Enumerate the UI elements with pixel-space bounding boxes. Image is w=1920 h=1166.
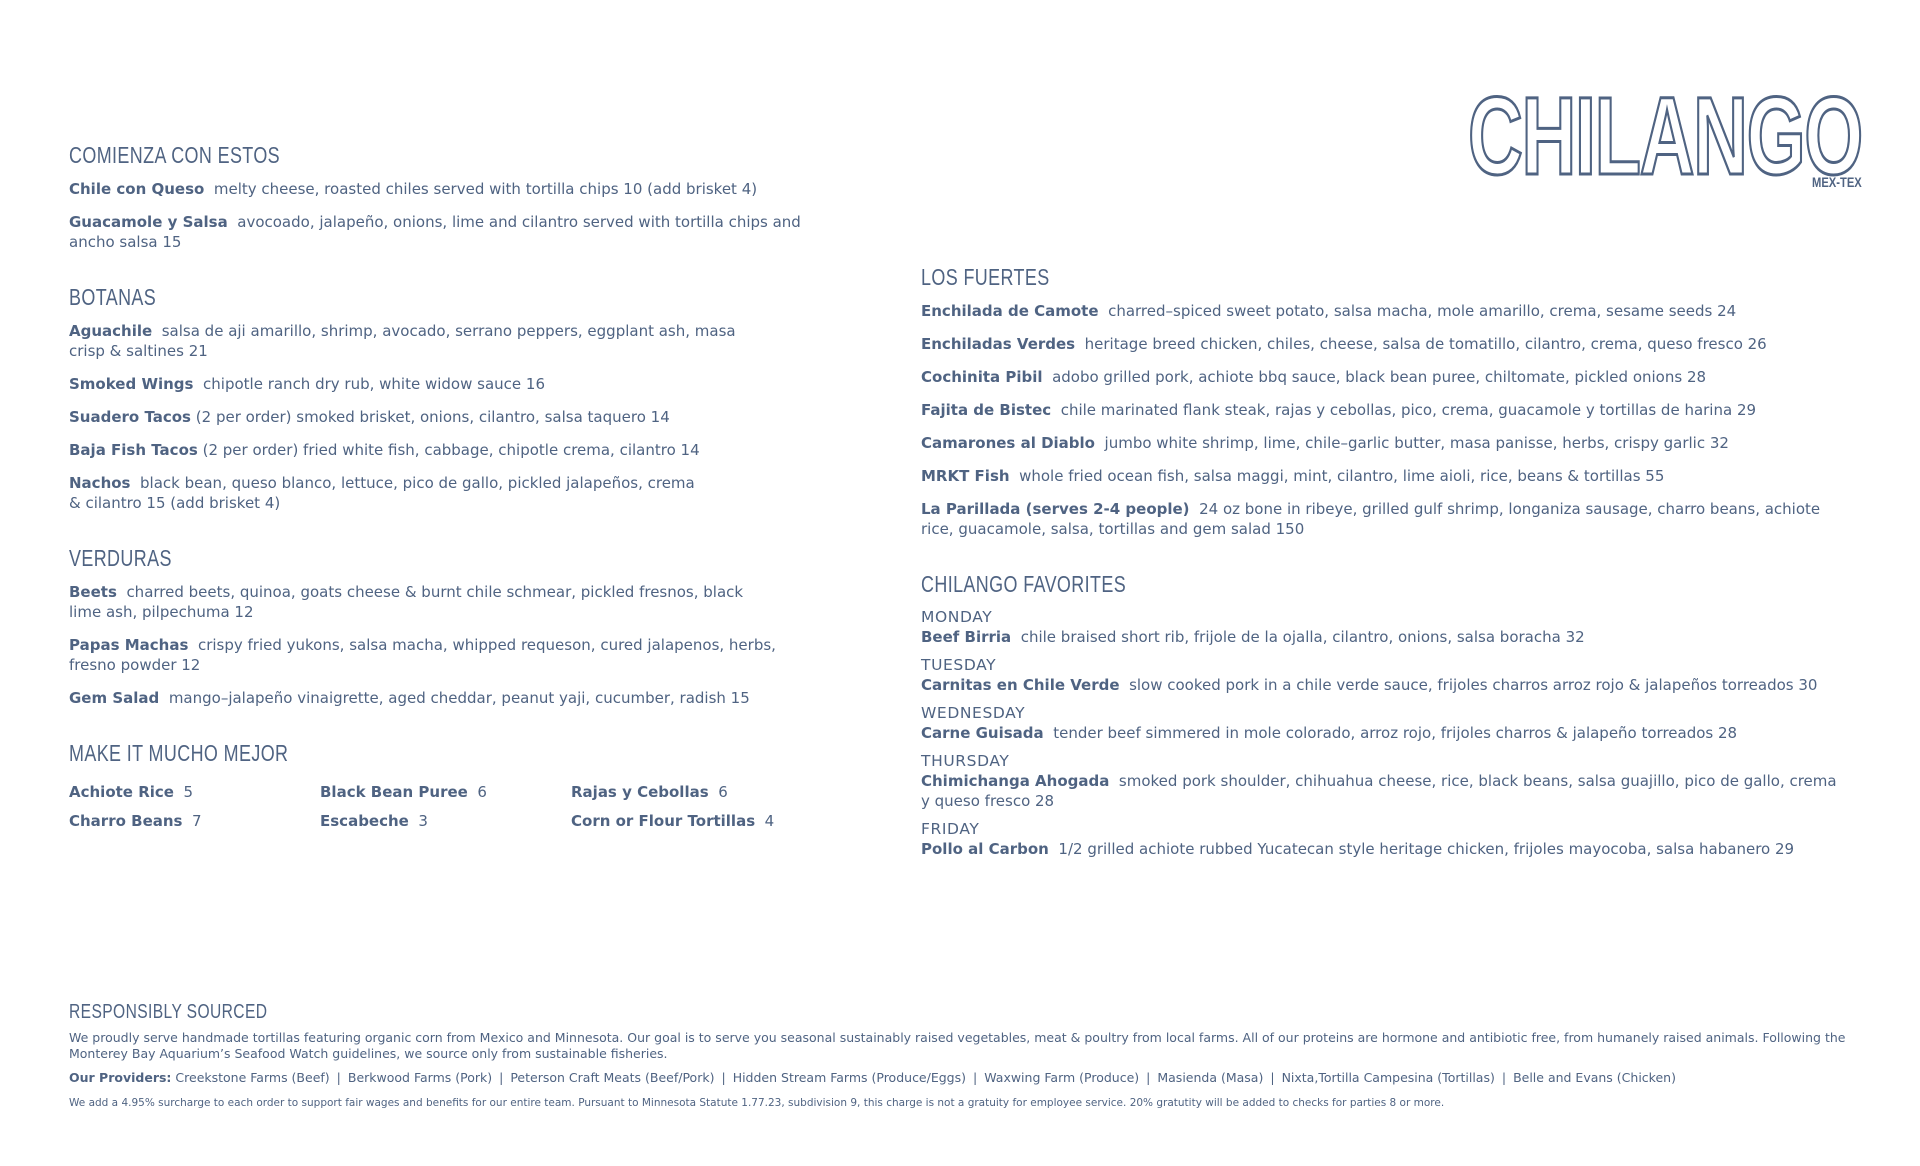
item-name: Papas Machas — [69, 636, 189, 654]
item-name: Enchilada de Camote — [921, 302, 1099, 320]
item-name: Cochinita Pibil — [921, 368, 1043, 386]
item-desc: mango–jalapeño vinaigrette, aged cheddar, peanut yaji, cucumber, radish 15 — [168, 689, 750, 707]
section-favorites — [921, 569, 1871, 859]
favorite-item — [921, 675, 1871, 695]
item-name: Gem Salad — [69, 689, 160, 707]
item-desc: smoked pork shoulder, chihuahua cheese, rice, black beans, salsa guajillo, pico de gallo, crema y queso fresco 28 — [921, 772, 1837, 810]
menu-item — [921, 334, 1871, 354]
item-name: Beets — [69, 583, 117, 601]
provider-item: Masienda (Masa) — [1157, 1070, 1264, 1085]
item-name: Carne Guisada — [921, 724, 1044, 742]
menu-item — [69, 473, 709, 513]
provider-separator: | — [336, 1070, 341, 1085]
section-botanas — [69, 282, 829, 513]
menu-item — [921, 367, 1871, 387]
item-name: Guacamole y Salsa — [69, 213, 228, 231]
side-name: Rajas y Cebollas — [571, 783, 709, 801]
provider-item: Waxwing Farm (Produce) — [984, 1070, 1140, 1085]
menu-item — [69, 635, 789, 675]
menu-item — [69, 212, 829, 252]
section-comienza — [69, 140, 829, 252]
item-name: Aguachile — [69, 322, 153, 340]
providers-label: Our Providers: — [69, 1070, 172, 1085]
menu-item — [921, 433, 1871, 453]
menu-item — [69, 179, 829, 199]
side-price: 3 — [418, 812, 428, 830]
provider-separator: | — [1146, 1070, 1151, 1085]
menu-item — [69, 321, 749, 361]
item-desc: melty cheese, roasted chiles served with tortilla chips 10 (add brisket 4) — [213, 180, 758, 198]
chilango-logo — [1466, 78, 1864, 196]
provider-item: Berkwood Farms (Pork) — [347, 1070, 493, 1085]
item-desc: jumbo white shrimp, lime, chile–garlic butter, masa panisse, herbs, crispy garlic 32 — [1104, 434, 1729, 452]
sourcing-text: We proudly serve handmade tortillas featuring organic corn from Mexico and Minnesota. Our goal is to serve you seasonal sustainably raised vegetables, meat & poultry from local farms. All of our proteins are hormone and antibiotic free, from humanely raised animals. Following the Monterey Bay Aquarium’s Seafood Watch guidelines, we source only from sustainable fisheries. — [69, 1030, 1846, 1061]
side-name: Corn or Flour Tortillas — [571, 812, 756, 830]
provider-item: Belle and Evans (Chicken) — [1513, 1070, 1676, 1085]
side-item — [571, 782, 822, 802]
item-desc: (2 per order) fried white fish, cabbage, chipotle crema, cilantro 14 — [202, 441, 700, 459]
favorite-item — [921, 723, 1871, 743]
item-desc: chile braised short rib, frijole de la ojalla, cilantro, onions, salsa boracha 32 — [1020, 628, 1585, 646]
item-desc: charred–spiced sweet potato, salsa macha, mole amarillo, crema, sesame seeds 24 — [1108, 302, 1737, 320]
item-desc: 1/2 grilled achiote rubbed Yucatecan style heritage chicken, frijoles mayocoba, salsa habanero 29 — [1058, 840, 1795, 858]
section-mejor — [69, 738, 829, 831]
provider-separator: | — [973, 1070, 978, 1085]
item-name: Fajita de Bistec — [921, 401, 1052, 419]
provider-separator: | — [1270, 1070, 1275, 1085]
item-name: La Parillada (serves 2-4 people) — [921, 500, 1190, 518]
provider-item: Creekstone Farms (Beef) — [175, 1070, 330, 1085]
favorite-item — [921, 771, 1841, 811]
day-label: TUESDAY — [921, 656, 997, 674]
section-verduras — [69, 543, 829, 708]
footer — [69, 1000, 1869, 1110]
item-desc: whole fried ocean fish, salsa maggi, mint, cilantro, lime aioli, rice, beans & tortillas 55 — [1019, 467, 1665, 485]
provider-item: Nixta,Tortilla Campesina (Tortillas) — [1281, 1070, 1495, 1085]
footer-title: RESPONSIBLY SOURCED — [69, 1001, 268, 1023]
provider-separator: | — [499, 1070, 504, 1085]
section-title: CHILANGO FAVORITES — [921, 571, 1127, 597]
item-name: Carnitas en Chile Verde — [921, 676, 1120, 694]
item-desc: adobo grilled pork, achiote bbq sauce, black bean puree, chiltomate, pickled onions 28 — [1052, 368, 1707, 386]
item-desc: slow cooked pork in a chile verde sauce, frijoles charros arroz rojo & jalapeños torreados 30 — [1129, 676, 1818, 694]
item-name: Suadero Tacos — [69, 408, 191, 426]
item-name: Chile con Queso — [69, 180, 205, 198]
side-item — [320, 811, 571, 831]
logo-wordmark: CHILANGO — [1468, 78, 1862, 196]
right-column — [921, 262, 1871, 889]
section-title: LOS FUERTES — [921, 264, 1050, 290]
item-desc: heritage breed chicken, chiles, cheese, salsa de tomatillo, cilantro, crema, queso fresco 26 — [1084, 335, 1767, 353]
side-item — [69, 782, 320, 802]
day-label: THURSDAY — [921, 752, 1010, 770]
side-price: 6 — [477, 783, 487, 801]
menu-item — [921, 400, 1871, 420]
item-desc: chipotle ranch dry rub, white widow sauce 16 — [203, 375, 545, 393]
section-title: MAKE IT MUCHO MEJOR — [69, 740, 289, 766]
item-name: Enchiladas Verdes — [921, 335, 1076, 353]
menu-item — [921, 301, 1871, 321]
item-name: Nachos — [69, 474, 131, 492]
item-name: Camarones al Diablo — [921, 434, 1095, 452]
item-desc: (2 per order) smoked brisket, onions, cilantro, salsa taquero 14 — [195, 408, 670, 426]
side-item — [69, 811, 320, 831]
item-name: MRKT Fish — [921, 467, 1010, 485]
section-title: BOTANAS — [69, 284, 157, 310]
menu-item — [69, 440, 829, 460]
menu-item — [69, 688, 829, 708]
side-price: 7 — [192, 812, 202, 830]
day-label: MONDAY — [921, 608, 993, 626]
side-name: Black Bean Puree — [320, 783, 468, 801]
side-item — [571, 811, 822, 831]
provider-separator: | — [721, 1070, 726, 1085]
side-name: Achiote Rice — [69, 783, 174, 801]
item-desc: chile marinated flank steak, rajas y cebollas, pico, crema, guacamole y tortillas de harina 29 — [1060, 401, 1757, 419]
provider-item: Peterson Craft Meats (Beef/Pork) — [510, 1070, 715, 1085]
item-name: Chimichanga Ahogada — [921, 772, 1110, 790]
left-column — [69, 140, 829, 861]
providers-line — [69, 1070, 1869, 1086]
item-desc: 24 oz bone in ribeye, grilled gulf shrimp, longaniza sausage, charro beans, achiote rice, guacamole, salsa, tortillas and gem salad 150 — [921, 500, 1821, 538]
day-label: WEDNESDAY — [921, 704, 1026, 722]
side-name: Escabeche — [320, 812, 409, 830]
side-price: 6 — [718, 783, 728, 801]
item-desc: charred beets, quinoa, goats cheese & burnt chile schmear, pickled fresnos, black lime ash, pilpechuma 12 — [69, 583, 744, 621]
item-desc: salsa de aji amarillo, shrimp, avocado, serrano peppers, eggplant ash, masa crisp & saltines 21 — [69, 322, 736, 360]
menu-item — [69, 374, 829, 394]
item-name: Pollo al Carbon — [921, 840, 1049, 858]
item-name: Smoked Wings — [69, 375, 194, 393]
menu-item — [69, 582, 769, 622]
item-name: Beef Birria — [921, 628, 1012, 646]
item-name: Baja Fish Tacos — [69, 441, 198, 459]
provider-item: Hidden Stream Farms (Produce/Eggs) — [732, 1070, 966, 1085]
surcharge-note: We add a 4.95% surcharge to each order to support fair wages and benefits for our entire team. Pursuant to Minnesota Statute 1.77.23, subdivision 9, this charge is not a gratuity for employee service. 20% gratutity will be added to checks for parties 8 or more. — [69, 1097, 1445, 1109]
item-desc: tender beef simmered in mole colorado, arroz rojo, frijoles charros & jalapeño torreados 28 — [1053, 724, 1738, 742]
sides-grid — [69, 782, 829, 831]
menu-item — [921, 499, 1821, 539]
menu-item — [69, 407, 829, 427]
section-title: VERDURAS — [69, 545, 172, 571]
section-title: COMIENZA CON ESTOS — [69, 142, 281, 168]
item-desc: avocoado, jalapeño, onions, lime and cilantro served with tortilla chips and ancho salsa 15 — [69, 213, 801, 251]
item-desc: crispy fried yukons, salsa macha, whipped requeson, cured jalapenos, herbs, fresno powder 12 — [69, 636, 776, 674]
side-name: Charro Beans — [69, 812, 183, 830]
item-desc: black bean, queso blanco, lettuce, pico de gallo, pickled jalapeños, crema & cilantro 15 (add brisket 4) — [69, 474, 695, 512]
menu-item — [921, 466, 1871, 486]
provider-separator: | — [1501, 1070, 1507, 1085]
side-item — [320, 782, 571, 802]
favorite-item — [921, 839, 1871, 859]
side-price: 4 — [764, 812, 775, 830]
side-price: 5 — [183, 783, 194, 801]
favorite-item — [921, 627, 1871, 647]
logo-subtitle: MEX-TEX — [1812, 174, 1862, 190]
section-fuertes — [921, 262, 1871, 539]
day-label: FRIDAY — [921, 820, 980, 838]
